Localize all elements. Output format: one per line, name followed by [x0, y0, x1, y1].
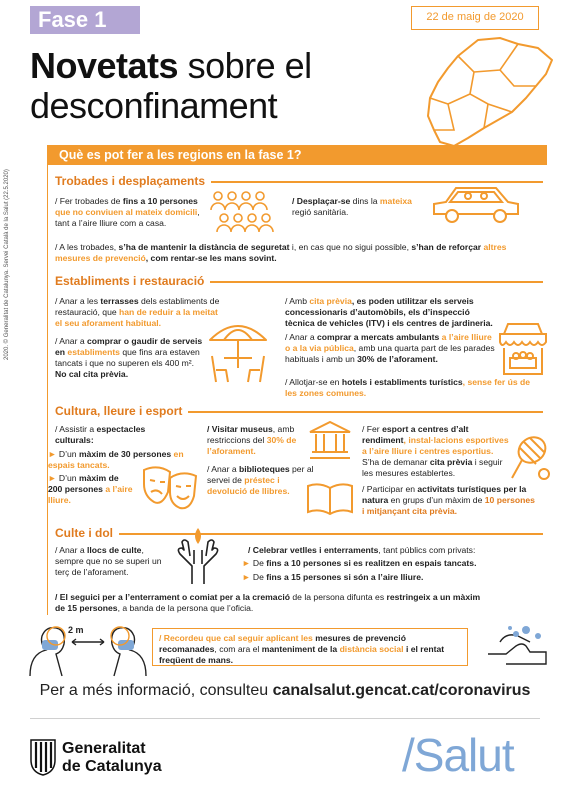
seg: esport a centres d’alt rendiment: [362, 424, 469, 445]
candle-hands-icon: [170, 526, 226, 586]
seg: cita prèvia: [429, 457, 473, 467]
seg: que fins ara estaven tancats i que no superen els 400 m².: [55, 347, 200, 368]
tennis-racket-icon: [508, 434, 552, 484]
text-establiments-1: [55, 296, 225, 329]
text-trobades-1: [55, 196, 205, 229]
theatre-masks-icon: [140, 464, 200, 512]
seg: , tant públics com privats:: [378, 545, 476, 555]
seg: fins a 10 persones si es realitzen en espais tancats.: [266, 558, 477, 568]
seg: :: [90, 435, 94, 445]
text-establiments-2: [55, 336, 205, 380]
seg: De: [252, 558, 267, 568]
text-culte-5: [55, 592, 485, 614]
seg: i seguir les mesures establertes.: [362, 457, 503, 478]
bullet-icon: ►: [48, 473, 59, 483]
text-establiments-4: [285, 332, 495, 365]
seg: , sempre que no se superi un terç de l’aforament.: [55, 545, 162, 577]
bullet-icon: ►: [48, 449, 59, 459]
seg: / Anar a: [285, 332, 318, 342]
seg: De: [252, 572, 267, 582]
seg: , instal·lacions esportives a l’aire lliure i centres esportius.: [362, 435, 509, 456]
divider: [30, 718, 540, 719]
seg: / Fer: [362, 424, 383, 434]
seg: en espais tancats.: [48, 449, 184, 470]
seg: / Anar a: [55, 545, 88, 555]
museum-icon: [308, 420, 352, 460]
text-cultura-1: [55, 424, 175, 446]
text-culte-3: [242, 558, 537, 569]
title-rest: sobre el: [178, 45, 312, 86]
seg: / Recordeu que cal seguir aplicant les: [159, 633, 316, 643]
section-rule: [55, 533, 543, 535]
seg: s’ha de mantenir la distància de seguretat: [118, 242, 290, 252]
text-cultura-5: [207, 464, 317, 497]
section-title-culte: Culte i dol: [55, 526, 119, 540]
seg: dels establiments de restauració, que: [55, 296, 220, 317]
text-establiments-5: [285, 377, 535, 399]
seg: altres mesures de prevenció: [55, 242, 507, 263]
seg: D’un: [58, 473, 79, 483]
market-stall-icon: [498, 322, 548, 376]
seg: fins a 10 persones: [122, 196, 198, 206]
website-link[interactable]: canalsalut.gencat.cat/coronavirus: [272, 682, 531, 699]
seg: 30% de l’aforament.: [207, 435, 297, 456]
seg: 30% de l’aforament.: [357, 354, 438, 364]
seg: distància social: [339, 644, 404, 654]
seg: llocs de culte: [87, 545, 142, 555]
text-cultura-6: [362, 424, 512, 479]
text-trobades-3: [55, 242, 540, 264]
seg: s’han de reforçar: [411, 242, 482, 252]
reminder-box: [152, 628, 468, 666]
text-culte-4: [242, 572, 537, 583]
section-title-trobades: Trobades i desplaçaments: [55, 174, 211, 188]
text-cultura-7: [362, 484, 537, 517]
seg: a l’aire lliure o a la via pública: [285, 332, 492, 353]
seg: , com ara el: [214, 644, 262, 654]
text-culte-2: [248, 545, 538, 556]
title-bold: Novetats: [30, 45, 179, 86]
seg: comprar a mercats ambulants: [317, 332, 440, 342]
question-bar: Què es pot fer a les regions en la fase 1?: [47, 145, 547, 165]
more-info-line: [30, 682, 540, 700]
seg: , com rentar-se les mans sovint.: [145, 253, 277, 263]
seg: biblioteques: [239, 464, 290, 474]
date-badge: 22 de maig de 2020: [411, 6, 539, 30]
terrace-umbrella-icon: [206, 318, 270, 384]
text-trobades-2: [292, 196, 412, 218]
people-group-icon: [208, 190, 278, 234]
gen-line1: Generalitat: [62, 740, 146, 757]
seg: activitats turístiques per la natura: [362, 484, 527, 505]
distance-label: 2 m: [68, 625, 84, 635]
seg: No cal cita prèvia.: [55, 369, 129, 379]
seg: / A les trobades,: [55, 242, 119, 252]
bullet-icon: ►: [242, 558, 253, 568]
seg: màxim de 30 persones: [78, 449, 172, 459]
seg: , sense fer ús de les zones comunes.: [285, 377, 531, 398]
seg: S’ha de demanar: [362, 457, 430, 467]
section-title-establiments: Establiments i restauració: [55, 274, 210, 288]
seg: 10 persones i mitjançant cita prèvia.: [362, 495, 535, 516]
seg: préstec i devolució de llibres.: [207, 475, 290, 496]
seg: a l’aire lliure.: [48, 484, 133, 505]
generalitat-name: [62, 740, 162, 776]
seg: / Amb: [285, 296, 310, 306]
seg: , es poden utilitzar els serveis concessionaris d’automòbils, els d’inspecció tècnica de vehicles (ITV) i els centres de jardineria.: [285, 296, 493, 328]
seg: , amb una quarta part de les parades habituals i amb un: [285, 343, 495, 364]
salut-logo: /Salut: [402, 729, 514, 781]
seg: han de reduir a la meitat el seu aforament habitual.: [55, 307, 218, 328]
text-culte-1: [55, 545, 170, 578]
generalitat-logo-icon: [30, 738, 56, 776]
seg: cita prèvia: [309, 296, 352, 306]
more-info-text: Per a més informació, consulteu: [39, 682, 273, 699]
text-establiments-3: [285, 296, 500, 329]
seg: , a banda de la persona que l’oficia.: [117, 603, 254, 613]
gen-line2: de Catalunya: [62, 758, 162, 775]
seg: de la persona difunta es: [290, 592, 387, 602]
seg: fins a 15 persones si són a l’aire lliure.: [266, 572, 424, 582]
seg: mesures de prevenció recomanades: [159, 633, 406, 654]
catalonia-map-icon: [418, 34, 558, 154]
seg: / Allotjar-se en: [285, 377, 342, 387]
page-title: [30, 46, 410, 126]
seg: hotels i establiments turístics: [341, 377, 463, 387]
text-cultura-4: [207, 424, 307, 457]
seg: per al servei de: [207, 464, 314, 485]
seg: / Visitar museus: [207, 424, 273, 434]
seg: / El seguici per a l’enterrament o comiat per a la cremació: [55, 592, 290, 602]
seg: regió sanitària.: [292, 207, 349, 217]
seg: / Anar a: [55, 336, 88, 346]
seg: en grups d’un màxim de: [388, 495, 485, 505]
seg: / Fer trobades de: [55, 196, 123, 206]
reminder-text: [159, 633, 461, 666]
seg: / Celebrar vetlles i enterraments: [248, 545, 379, 555]
seg: espectacles culturals: [55, 424, 146, 445]
seg: D’un: [58, 449, 79, 459]
bullet-icon: ►: [242, 572, 253, 582]
phase-badge: Fase 1: [30, 6, 140, 34]
seg: / Anar a les: [55, 296, 101, 306]
seg: comprar o gaudir de serveis en: [55, 336, 203, 357]
seg: / Assistir a: [55, 424, 97, 434]
seg: i el rentat freqüent de mans.: [159, 644, 445, 665]
seg: / Desplaçar-se: [292, 196, 351, 206]
seg: establiments: [67, 347, 120, 357]
seg: restringeix a un màxim de 15 persones: [55, 592, 481, 613]
text-cultura-3: [48, 473, 133, 506]
seg: dins la: [350, 196, 380, 206]
book-icon: [305, 482, 355, 516]
seg: / Anar a: [207, 464, 240, 474]
car-icon: [428, 180, 524, 230]
title-line2: desconfinament: [30, 85, 278, 126]
seg: manteniment de la: [261, 644, 340, 654]
section-title-cultura: Cultura, lleure i esport: [55, 404, 188, 418]
seg: terrasses: [100, 296, 139, 306]
seg: mateixa: [379, 196, 412, 206]
seg: , amb restriccions del: [207, 424, 295, 445]
handwashing-icon: [486, 624, 550, 670]
seg: i, en cas que no sigui possible,: [289, 242, 412, 252]
seg: , tant a l’aire lliure com a casa.: [55, 207, 200, 228]
seg: màxim de 200 persones: [48, 473, 119, 494]
social-distance-icon: [28, 620, 148, 678]
seg: / Participar en: [362, 484, 418, 494]
seg: que no conviuen al mateix domicili: [55, 207, 198, 217]
copyright-vertical: 2020. © Generalitat de Catalunya. Servei Català de la Salut (22.5.2020): [4, 169, 10, 360]
